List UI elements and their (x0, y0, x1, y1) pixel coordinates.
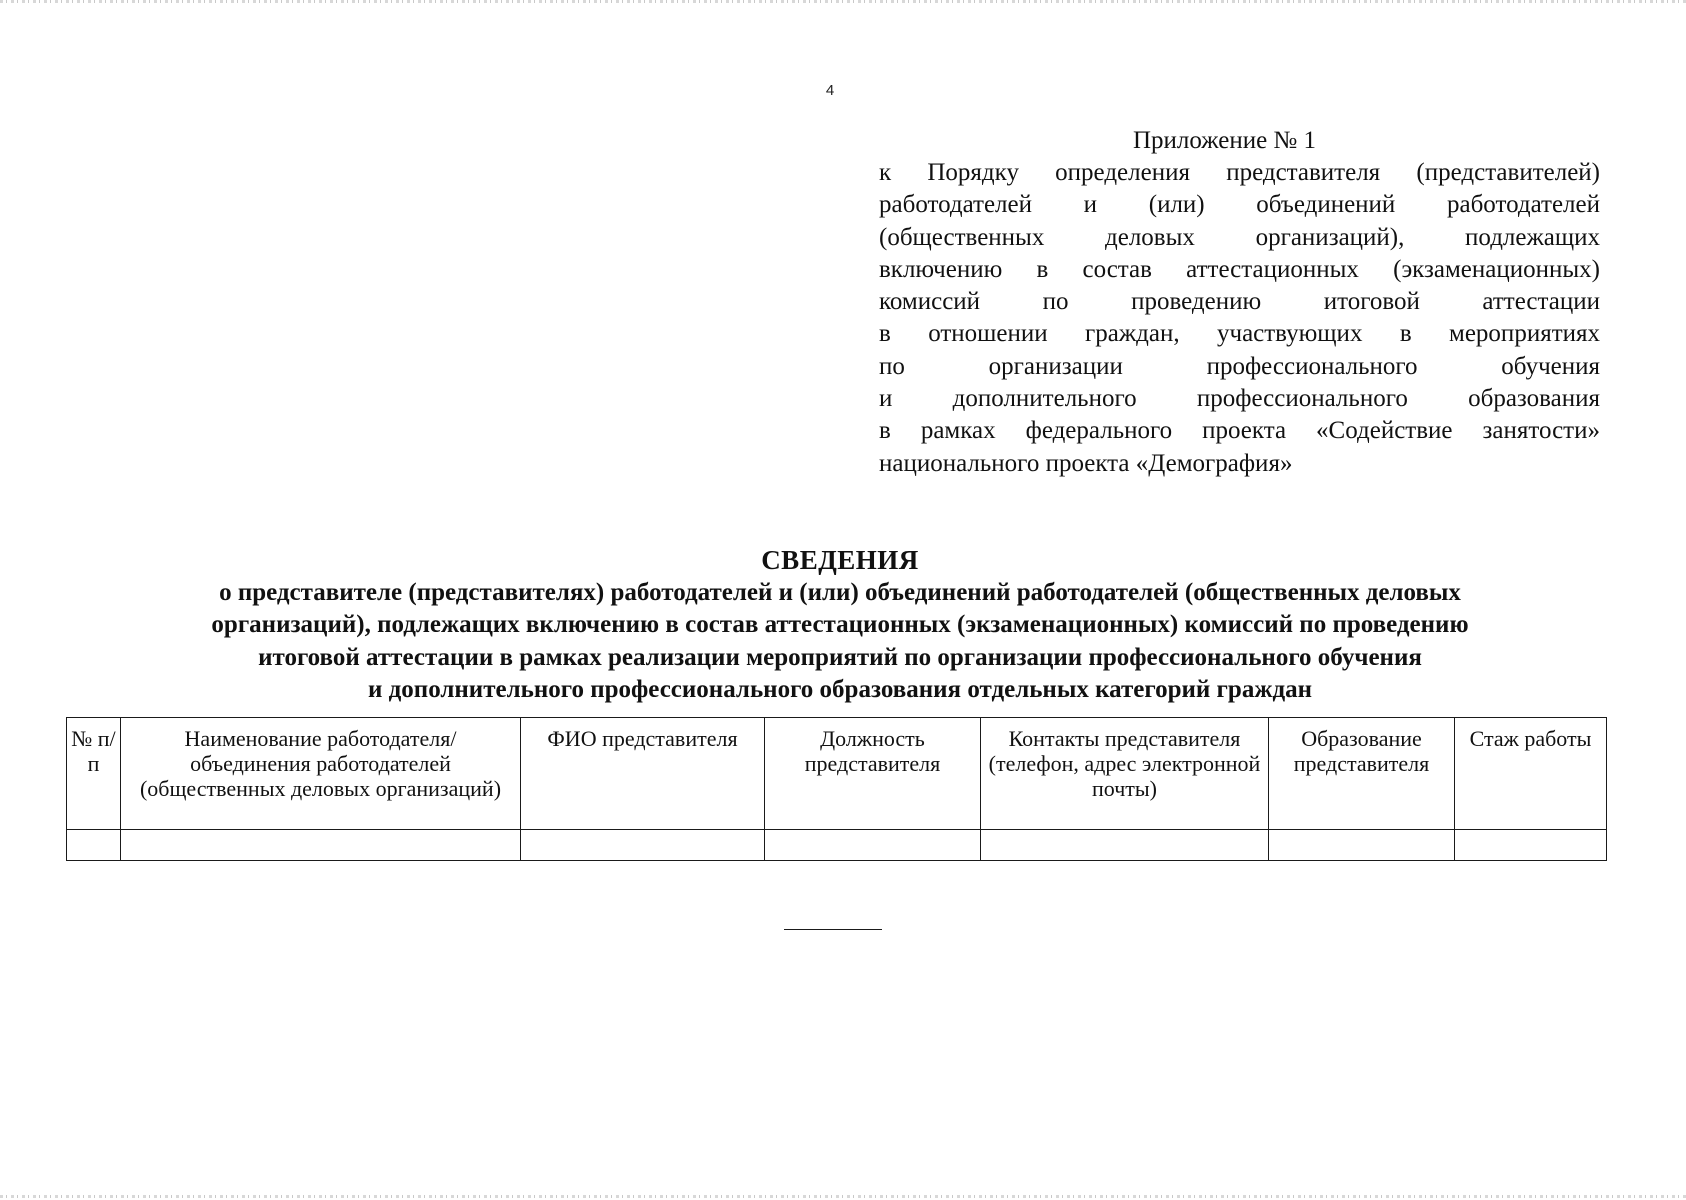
table-cell (981, 830, 1269, 861)
appendix-line: и дополнительного профессионального образования (879, 385, 1600, 413)
table-cell (521, 830, 765, 861)
appendix-line: комиссий по проведению итоговой аттестации (879, 288, 1600, 316)
document-subtitle-line: и дополнительного профессионального образования отдельных категорий граждан (367, 675, 1312, 703)
page-number: 4 (825, 82, 835, 99)
document-subtitle-line: организаций), подлежащих включению в состав аттестационных (экзаменационных) комиссий по проведению (211, 611, 1469, 639)
appendix-title: Приложение № 1 (1133, 127, 1317, 154)
end-of-document-rule (784, 929, 882, 930)
representatives-table (66, 717, 1607, 861)
scan-edge-top (0, 0, 1686, 3)
appendix-block (879, 124, 1600, 480)
document-subtitle-line: итоговой аттестации в рамках реализации мероприятий по организации профессионального обучения (258, 643, 1422, 671)
appendix-line: национального проекта «Демография» (879, 449, 1293, 477)
appendix-line: к Порядку определения представителя (представителей) (879, 159, 1600, 186)
document-heading (60, 543, 1620, 706)
table-cell (1269, 830, 1455, 861)
column-header-experience: Стаж работы (1455, 718, 1607, 830)
column-header-education: Образование представителя (1269, 718, 1455, 830)
document-title: СВЕДЕНИЯ (761, 545, 919, 575)
table-cell (765, 830, 981, 861)
column-header-organization: Наименование работодателя/объединения работодателей (общественных деловых организаций) (121, 718, 521, 830)
table-cell (121, 830, 521, 861)
table-header-row (67, 718, 1607, 830)
table-row (67, 830, 1607, 861)
table-cell (67, 830, 121, 861)
appendix-line: в отношении граждан, участвующих в мероприятиях (879, 320, 1600, 348)
table-cell (1455, 830, 1607, 861)
column-header-number: № п/п (67, 718, 121, 830)
column-header-full-name: ФИО представителя (521, 718, 765, 830)
appendix-line: включению в состав аттестационных (экзаменационных) (879, 255, 1600, 283)
scan-edge-bottom (0, 1195, 1686, 1198)
appendix-line: работодателей и (или) объединений работодателей (879, 191, 1600, 219)
column-header-contacts: Контакты представителя (телефон, адрес электронной почты) (981, 718, 1269, 830)
column-header-position: Должность представителя (765, 718, 981, 830)
appendix-line: (общественных деловых организаций), подлежащих (879, 223, 1600, 251)
appendix-line: в рамках федерального проекта «Содействие занятости» (879, 417, 1600, 445)
document-subtitle-line: о представителе (представителях) работодателей и (или) объединений работодателей (общественных деловых (219, 579, 1461, 606)
appendix-line: по организации профессионального обучения (879, 352, 1600, 380)
